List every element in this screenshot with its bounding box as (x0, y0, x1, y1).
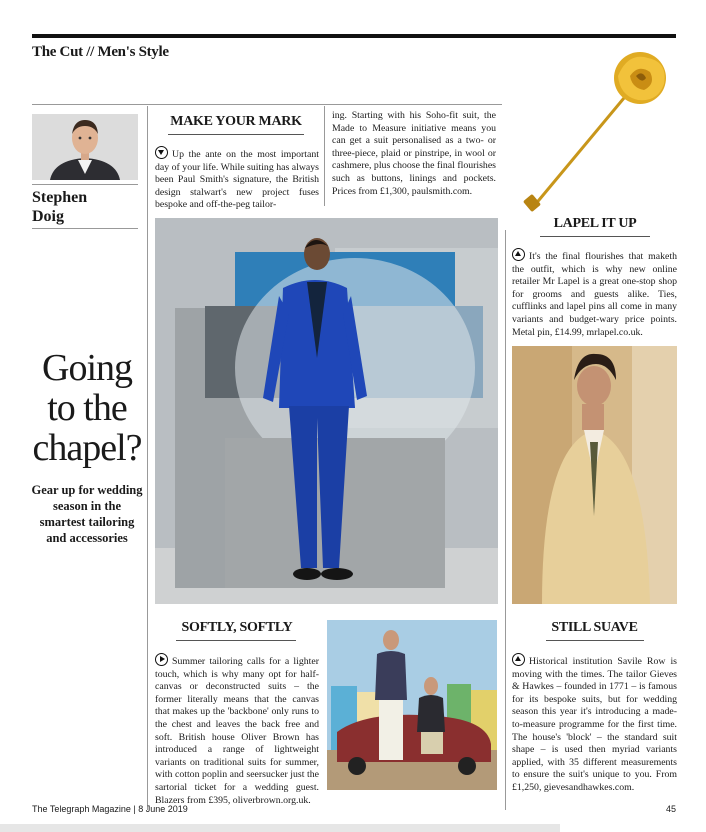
make-your-mark-kicker: MAKE YOUR MARK (170, 114, 302, 129)
make-your-mark-body-1 (155, 146, 319, 212)
still-suave-text: Historical institution Savile Row is moving with the times. The tailor Gieves & Hawkes – founded in 1771 – is famous for its bespoke suits, but for wedding season this year it's introducing a made-to-measure programme for the first time. The house's 'block' – the standard suit shape – is used then myriad variants applied, with 35 different measurements to ensure the suit's unique to you. From £1,250, gievesandhawkes.com. (512, 656, 677, 793)
softly-softly-kicker: SOFTLY, SOFTLY (181, 620, 293, 635)
arrow-right-icon (155, 653, 168, 666)
make-your-mark-text-1: Up the ante on the most important day of your life. While suiting has always been Paul Smith's signature, the British design stalwart's new project fuses bespoke and off-the-peg tailor- (155, 149, 319, 211)
author-last-name: Doig (32, 208, 64, 225)
arrow-down-icon (155, 146, 168, 159)
lapel-it-up-rule (540, 236, 650, 237)
lapel-it-up-text: It's the final flourishes that maketh the outfit, which is why new online retailer Mr Lapel is a great one-stop shop for grooms and guests alike. Ties, cufflinks and lapel pins all come in many variants and budget-wary price points. Metal pin, £14.99, mrlapel.co.uk. (512, 251, 677, 338)
top-rule (32, 34, 676, 38)
headline-line-3: chapel? (32, 427, 142, 469)
make-your-mark-body-2: ing. Starting with his Soho-fit suit, the Made to Measure initiative means you can get a suit personalised as a two- or three-piece, plaid or pinstripe, in wool or cashmere, plus choose the final flourishes such as buttons, linings and pockets. Prices from £1,300, paulsmith.com. (332, 110, 496, 197)
author-photo (32, 114, 138, 180)
feature-standfirst: Gear up for wedding season in the smartest tailoring and accessories (31, 483, 143, 545)
author-rule-bottom (32, 228, 138, 229)
column-rule-right (505, 230, 506, 810)
author-rule-top (32, 184, 138, 185)
section-title: The Cut // Men's Style (32, 44, 169, 60)
still-suave-rule (546, 640, 644, 641)
feature-headline (28, 348, 146, 468)
author-name (32, 188, 138, 226)
arrow-up-icon (512, 653, 525, 666)
header-divider (32, 104, 502, 105)
softly-softly-text: Summer tailoring calls for a lighter touch, which is why many opt for half-canvas or deconstructed suits – the former literally means that the canvas that makes up the 'backbone' only runs to the chest and leaves the back free and soft. British house Oliver Brown has introduced a range of lightweight variants on traditional suits for summer, with cotton poplin and seersucker just the sartorial ticket for a wedding guest. Blazers from £395, oliverbrown.org.uk. (155, 656, 319, 806)
arrow-up-icon (512, 248, 525, 261)
make-your-mark-rule (168, 134, 304, 135)
lapel-pin-image (518, 46, 678, 216)
softly-softly-body (155, 653, 319, 807)
headline-line-1: Going (42, 347, 132, 389)
column-rule-mid-top (324, 106, 325, 206)
still-suave-kicker: STILL SUAVE (551, 620, 638, 635)
headline-line-2: to the (47, 387, 127, 429)
still-suave-body (512, 653, 677, 795)
cream-suit-photo (512, 346, 677, 604)
softly-softly-rule (176, 640, 296, 641)
author-first-name: Stephen (32, 189, 88, 206)
column-rule-left (147, 106, 148, 810)
lapel-it-up-body (512, 248, 677, 339)
bottom-band (0, 824, 560, 832)
beach-photo (327, 620, 497, 790)
lapel-it-up-kicker: LAPEL IT UP (553, 216, 637, 231)
footer-page-number: 45 (665, 804, 676, 814)
footer-magazine: The Telegraph Magazine | 8 June 2019 (32, 804, 188, 814)
main-photo-blue-suit (155, 218, 498, 604)
